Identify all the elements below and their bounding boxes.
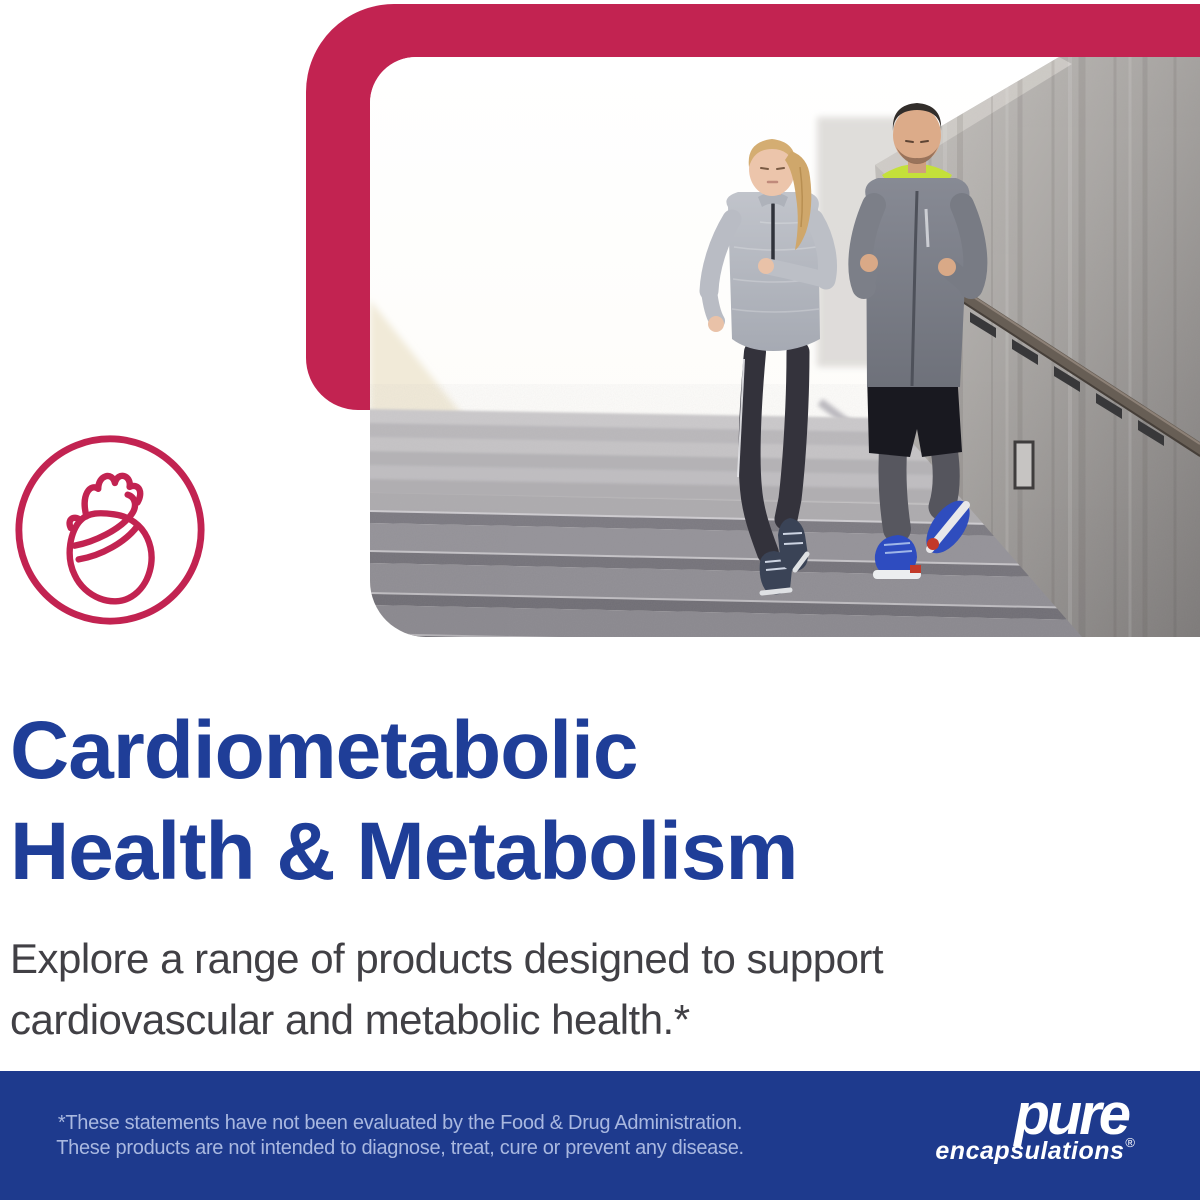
subtitle-line2: cardiovascular and metabolic health.*: [10, 996, 690, 1043]
fda-disclaimer: [0, 1111, 800, 1161]
page-title-line2: Health & Metabolism: [10, 806, 798, 897]
subtitle-line1: Explore a range of products designed to support: [10, 935, 884, 982]
logo-sub-row: [935, 1137, 1134, 1166]
woman-left-fist: [708, 316, 724, 332]
page-title-line1: Cardiometabolic: [10, 705, 638, 796]
fda-disclaimer-line1: *These statements have not been evaluated by the Food & Drug Administration.: [57, 1111, 743, 1134]
footer-bar: [0, 1071, 1200, 1200]
joggers-stairs-photo: [370, 57, 1200, 637]
man-head: [893, 107, 941, 163]
subtitle: [10, 928, 883, 1050]
anatomical-heart-icon: [12, 432, 208, 628]
registered-trademark-icon: ®: [1125, 1135, 1135, 1150]
fda-disclaimer-line2: These products are not intended to diagnose, treat, cure or prevent any disease.: [56, 1136, 744, 1159]
photo-scene: [370, 57, 1200, 637]
woman-right-fist: [758, 258, 774, 274]
page-title: [10, 700, 797, 902]
pure-encapsulations-logo: [935, 1082, 1135, 1166]
wall-window: [1015, 442, 1033, 488]
man-right-fist: [938, 258, 956, 276]
heart-badge: [12, 432, 208, 628]
logo-brand-text: pure: [1014, 1082, 1128, 1147]
man-left-fist: [860, 254, 878, 272]
logo-sub-text: encapsulations: [935, 1137, 1125, 1165]
